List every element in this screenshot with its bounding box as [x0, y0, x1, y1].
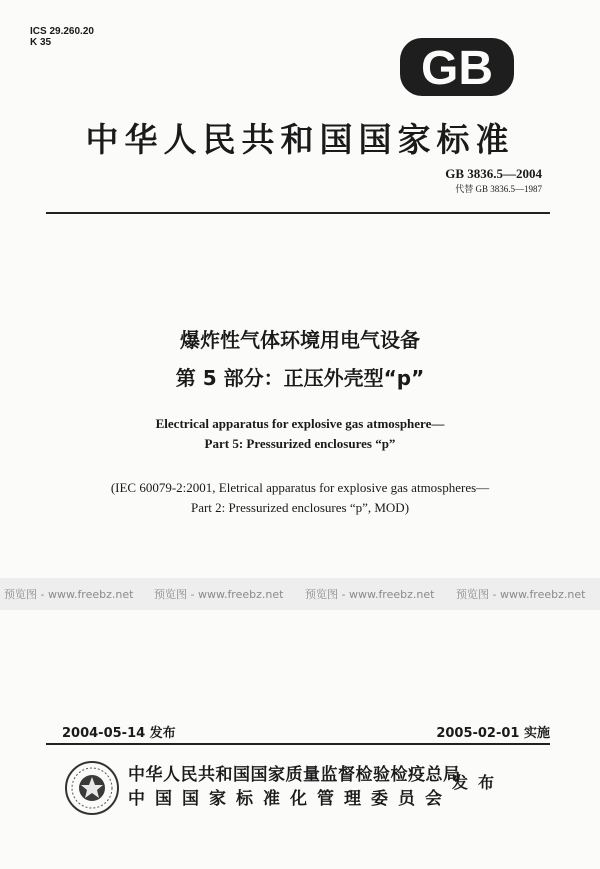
- header-divider: [46, 212, 550, 214]
- issue-date: 2004-05-14 发布: [62, 726, 176, 741]
- watermark-text: 预览图 - www.freebz.net: [456, 588, 586, 601]
- issuer-sac: 中国国家标准化管理委员会: [128, 789, 452, 809]
- chinese-title-line-2: 第 5 部分：正压外壳型“p”: [175, 366, 425, 390]
- english-title-line-2: Part 5: Pressurized enclosures “p”: [204, 436, 396, 451]
- implementation-date: 2005-02-01 实施: [436, 726, 550, 741]
- footer-divider: [46, 743, 550, 745]
- publish-label: 发布: [452, 773, 505, 792]
- replaces-standard: 代替 GB 3836.5—1987: [455, 184, 542, 194]
- gb-logo-text: GB: [421, 42, 493, 95]
- ics-code-block: [30, 26, 94, 48]
- iec-reference-line-1: (IEC 60079-2:2001, Eletrical apparatus for explosive gas atmospheres—: [110, 480, 490, 495]
- watermark-text: 预览图 - www.freebz.net: [154, 588, 284, 601]
- standard-number: GB 3836.5—2004: [445, 166, 542, 181]
- ics-code: ICS 29.260.20: [30, 26, 94, 37]
- watermark-text: 预览图 - www.freebz.net: [4, 588, 134, 601]
- chinese-title-line-1: 爆炸性气体环境用电气设备: [180, 328, 420, 352]
- english-title-line-1: Electrical apparatus for explosive gas atmosphere—: [155, 416, 445, 431]
- iec-reference-line-2: Part 2: Pressurized enclosures “p”, MOD): [190, 500, 410, 515]
- gb-logo: [398, 36, 516, 98]
- official-seal-icon: [64, 760, 120, 816]
- issuer-aqsiq: 中华人民共和国国家质量监督检验检疫总局: [128, 765, 461, 785]
- watermark-band: [0, 578, 600, 610]
- category-code: K 35: [30, 37, 52, 48]
- watermark-text: 预览图 - www.freebz.net: [305, 588, 435, 601]
- national-standard-title: 中华人民共和国国家标准: [85, 120, 515, 159]
